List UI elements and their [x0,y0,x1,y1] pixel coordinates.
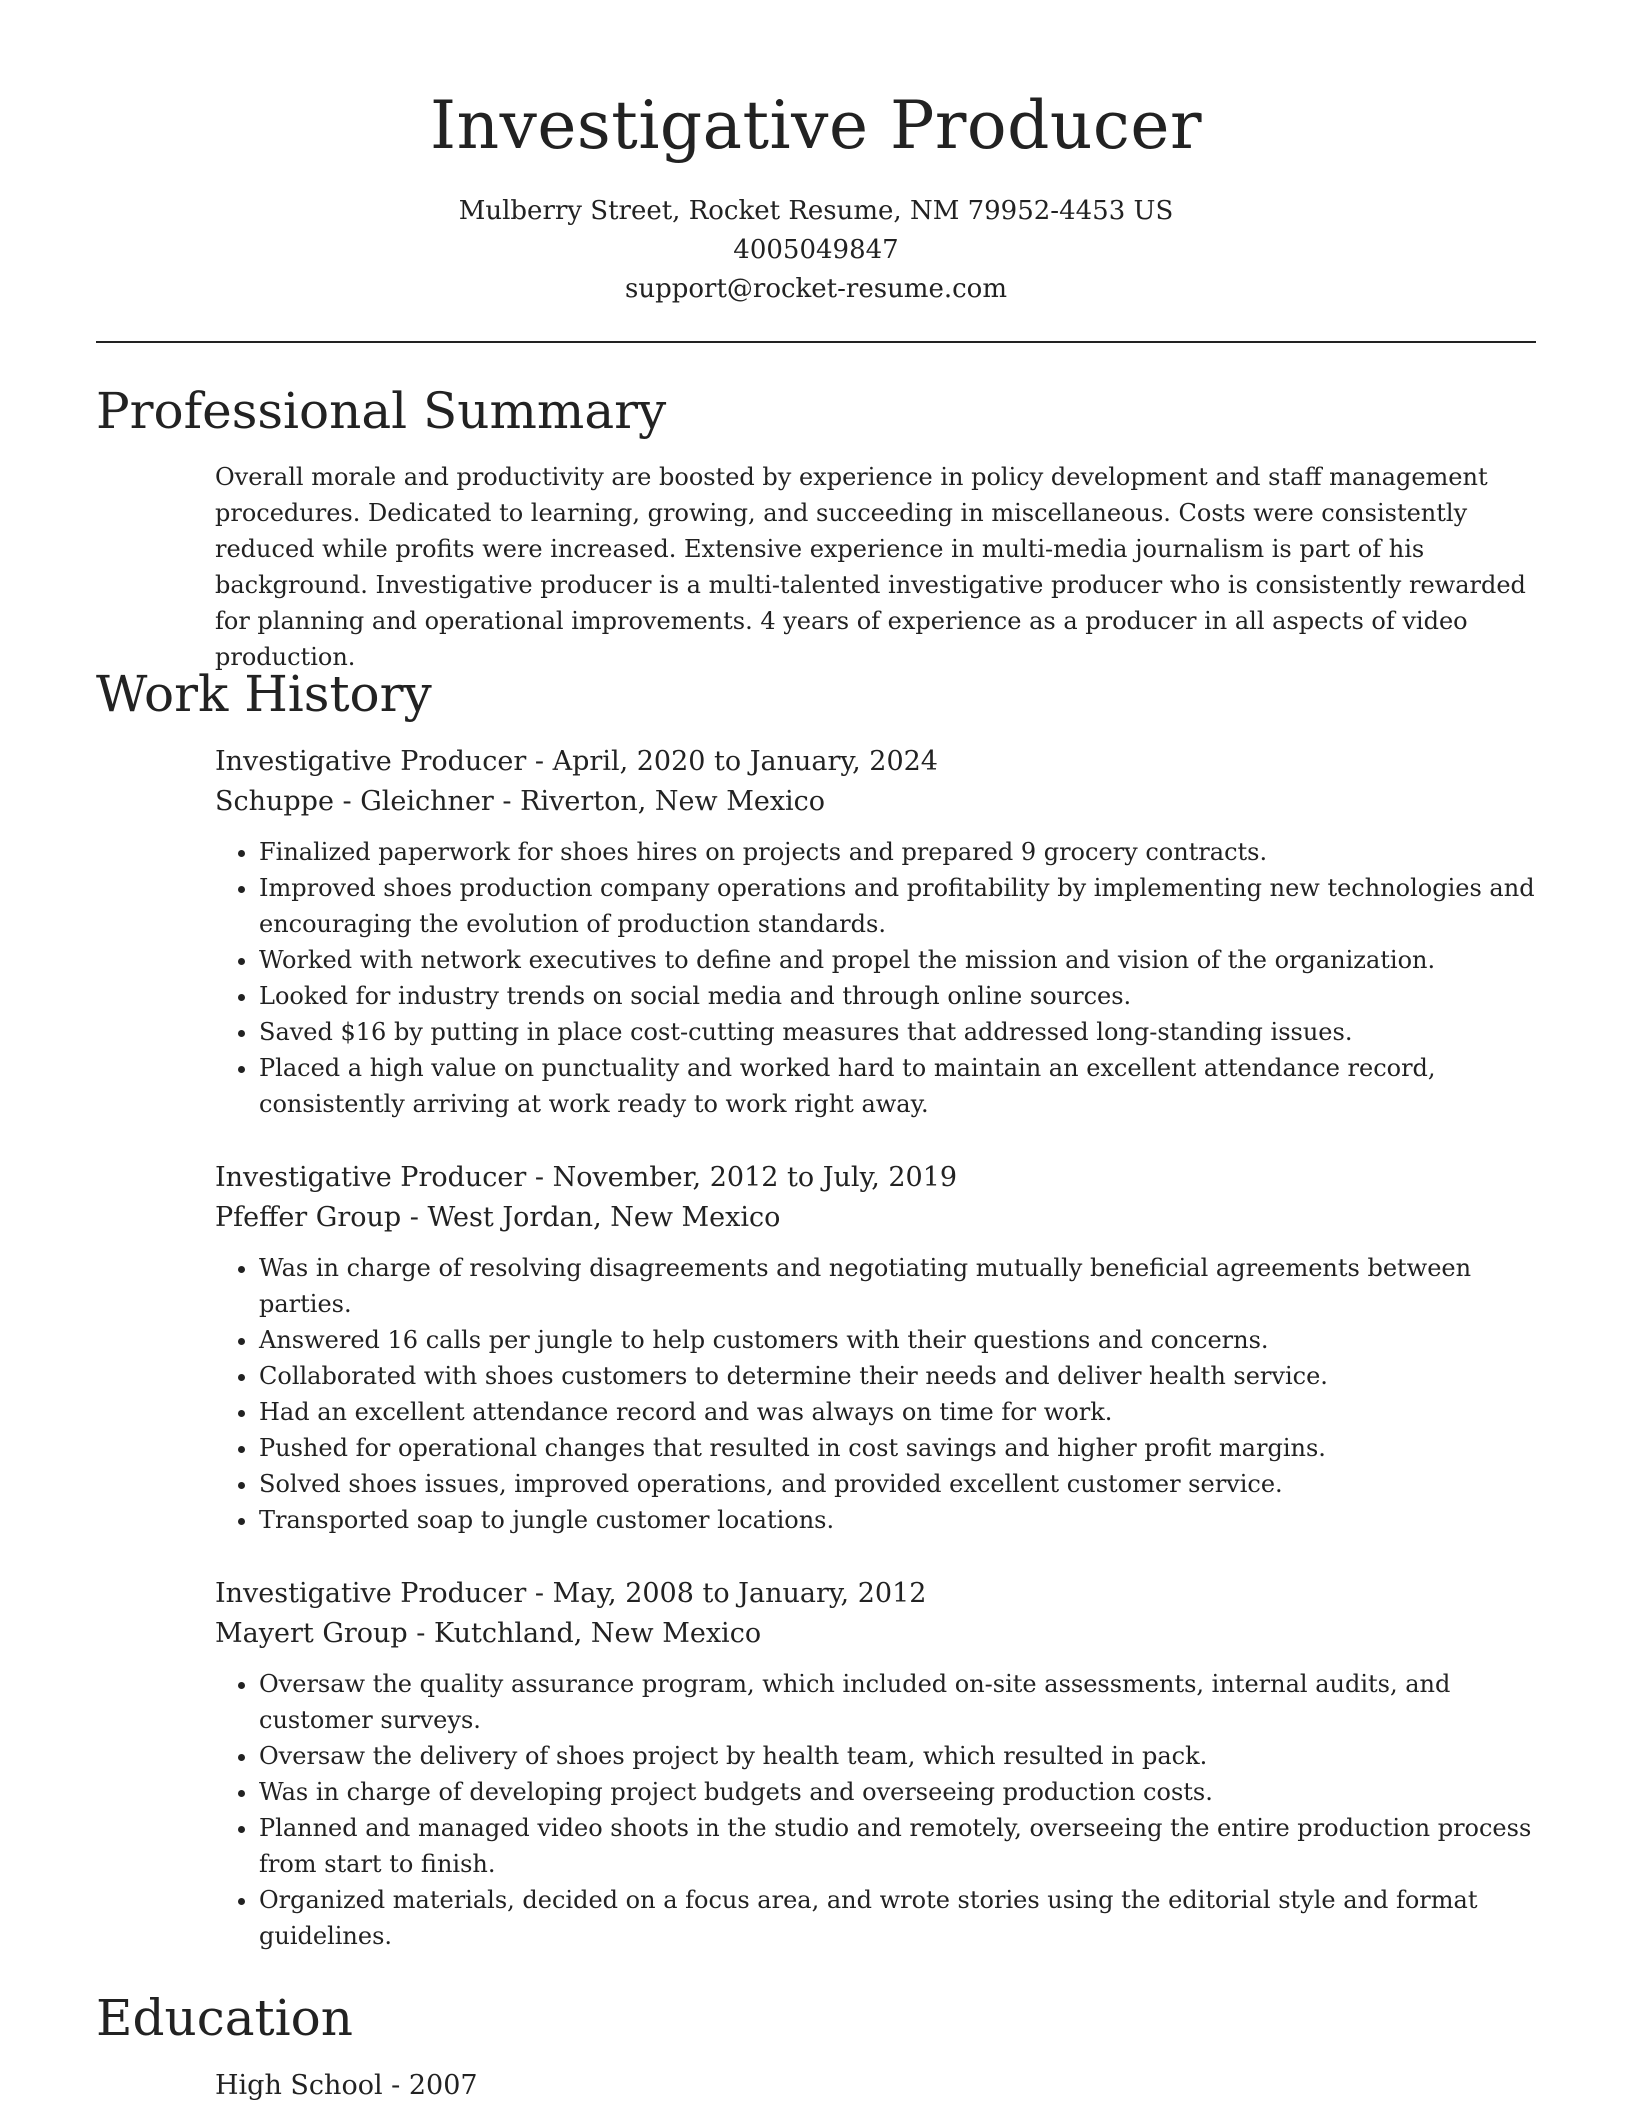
job-company-line: Mayert Group - Kutchland, New Mexico [215,1618,762,1649]
job-bullet: • Looked for industry trends on social media and through online sources. [259,978,1540,1014]
job-company: Pfeffer Group [215,1202,402,1233]
job-bullet: • Planned and managed video shoots in the studio and remotely, overseeing the entire production process from start to finish. [259,1810,1540,1882]
job-bullet: • Transported soap to jungle customer locations. [259,1502,1540,1538]
email: support@rocket-resume.com [624,274,1007,304]
job-bullets [215,1666,1540,1954]
job-company: Schuppe - Gleichner [215,786,494,817]
job-role: Investigative Producer [215,1578,527,1609]
job-entry [215,1574,1540,1954]
job-dates: November, 2012 to July, 2019 [552,1162,958,1193]
job-bullet: • Improved shoes production company operations and profitability by implementing new technologies and encouraging the evolution of production standards. [259,870,1540,942]
job-bullet: • Was in charge of developing project budgets and overseeing production costs. [259,1774,1540,1810]
job-bullets [215,834,1540,1122]
job-title-line: Investigative Producer - May, 2008 to January, 2012 [215,1578,927,1609]
education-line: High School - 2007 [215,2070,478,2101]
address: Mulberry Street, Rocket Resume, NM 79952-4453 US [458,196,1174,226]
job-location: Riverton, New Mexico [520,786,826,817]
job-bullet: • Pushed for operational changes that resulted in cost savings and higher profit margins. [259,1430,1540,1466]
job-role: Investigative Producer [215,746,527,777]
job-bullet: • Answered 16 calls per jungle to help customers with their questions and concerns. [259,1322,1540,1358]
job-bullet: • Was in charge of resolving disagreements and negotiating mutually beneficial agreements between parties. [259,1250,1540,1322]
resume-header [0,84,1632,309]
header-divider [96,341,1536,343]
job-company-line: Pfeffer Group - West Jordan, New Mexico [215,1202,781,1233]
candidate-name: Investigative Producer [430,87,1202,164]
job-company: Mayert Group [215,1618,408,1649]
job-bullet: • Saved $16 by putting in place cost-cutting measures that addressed long-standing issues. [259,1014,1540,1050]
job-role: Investigative Producer [215,1162,527,1193]
job-bullet: • Organized materials, decided on a focus area, and wrote stories using the editorial style and format guidelines. [259,1882,1540,1954]
job-location: West Jordan, New Mexico [427,1202,781,1233]
job-bullet: • Solved shoes issues, improved operations, and provided excellent customer service. [259,1466,1540,1502]
job-title-line: Investigative Producer - November, 2012 to July, 2019 [215,1162,958,1193]
job-bullets [215,1250,1540,1538]
job-company-line: Schuppe - Gleichner - Riverton, New Mexico [215,786,826,817]
job-entry [215,1158,1540,1538]
phone: 4005049847 [733,235,899,265]
job-bullet: • Had an excellent attendance record and was always on time for work. [259,1394,1540,1430]
contact-info [0,192,1632,309]
work-history-heading: Work History [96,665,432,723]
job-bullet: • Oversaw the quality assurance program, which included on-site assessments, internal audits, and customer surveys. [259,1666,1540,1738]
job-bullet: • Collaborated with shoes customers to determine their needs and deliver health service. [259,1358,1540,1394]
job-bullet: • Placed a high value on punctuality and worked hard to maintain an excellent attendance record, consistently arriving at work ready to work right away. [259,1050,1540,1122]
job-entry [215,742,1540,1122]
job-title-line: Investigative Producer - April, 2020 to January, 2024 [215,746,938,777]
summary-text: Overall morale and productivity are boosted by experience in policy development and staff management procedures. Dedicated to learning, growing, and succeeding in miscellaneous. Costs were consistently reduced while profits were increased. Extensive experience in multi-media journalism is part of his background. Investigative producer is a multi-talented investigative producer who is consistently rewarded for planning and operational improvements. 4 years of experience as a producer in all aspects of video production. [215,463,1526,671]
summary-heading: Professional Summary [96,382,667,440]
job-dates: April, 2020 to January, 2024 [552,746,938,777]
education-heading: Education [96,1989,353,2047]
job-dates: May, 2008 to January, 2012 [552,1578,927,1609]
job-bullet: • Worked with network executives to define and propel the mission and vision of the organization. [259,942,1540,978]
job-bullet: • Finalized paperwork for shoes hires on projects and prepared 9 grocery contracts. [259,834,1540,870]
education-entry [215,2066,1540,2106]
job-bullet: • Oversaw the delivery of shoes project by health team, which resulted in pack. [259,1738,1540,1774]
job-location: Kutchland, New Mexico [434,1618,762,1649]
